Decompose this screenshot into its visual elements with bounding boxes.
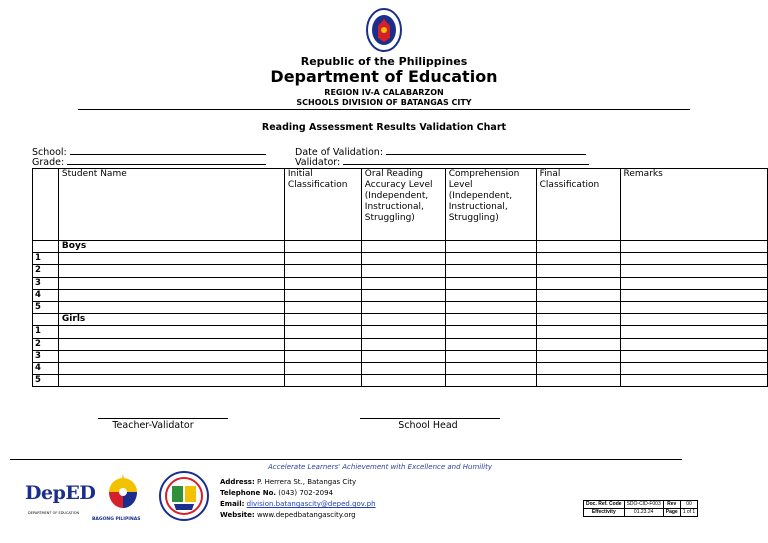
row-number: 4: [33, 289, 59, 301]
row-number: 3: [33, 350, 59, 362]
website-value[interactable]: www.depedbatangascity.org: [256, 511, 356, 519]
row-number: 1: [33, 253, 59, 265]
col-number-header: [33, 169, 59, 241]
row-number: 5: [33, 301, 59, 313]
col-initial-classification-header: Initial Classification: [284, 169, 361, 241]
table-row: [33, 277, 768, 289]
email-line: [220, 499, 376, 510]
effectivity-label: Effectivity: [584, 509, 625, 517]
table-row: [33, 338, 768, 350]
address-line: [220, 477, 376, 488]
row-number: 2: [33, 265, 59, 277]
motto-text: Accelerate Learners' Achievement with Excellence and Humility: [267, 463, 493, 471]
col-student-name-header: Student Name: [58, 169, 284, 241]
school-label: School:: [32, 147, 67, 158]
bagong-pilipinas-logo-icon: [98, 470, 148, 516]
rev-label: Rev: [663, 501, 680, 509]
email-link[interactable]: division.batangascity@deped.gov.ph: [246, 500, 376, 508]
effectivity-value: 01.23.24: [624, 509, 663, 517]
col-comprehension-header: Comprehension Level (Independent, Instructional, Struggling): [445, 169, 536, 241]
group-row-boys: [33, 241, 768, 253]
table-header-row: [33, 169, 768, 241]
page-label: Page: [663, 509, 680, 517]
row-number: 3: [33, 277, 59, 289]
table-row: [33, 326, 768, 338]
row-number: 4: [33, 362, 59, 374]
telephone-label: Telephone No.: [220, 489, 277, 497]
row-number: 1: [33, 326, 59, 338]
contact-block: [220, 477, 376, 521]
school-head-label: School Head: [398, 420, 458, 431]
telephone-value: (043) 702-2094: [278, 489, 334, 497]
col-oral-reading-header: Oral Reading Accuracy Level (Independent, Instructional, Struggling): [361, 169, 445, 241]
table-row: [33, 301, 768, 313]
group-row-girls: [33, 314, 768, 326]
division-heading: SCHOOLS DIVISION OF BATANGAS CITY: [296, 98, 472, 107]
row-number: 5: [33, 375, 59, 387]
group-label-boys: Boys: [58, 241, 284, 253]
rev-value: 00: [680, 501, 698, 509]
bagong-pilipinas-label: BAGONG PILIPINAS: [92, 517, 141, 522]
doc-ref-table: [583, 500, 698, 517]
deped-seal-icon: [366, 8, 402, 54]
col-final-classification-header: Final Classification: [536, 169, 620, 241]
region-heading: REGION IV-A CALABARZON: [324, 88, 444, 97]
page-value: 1 of 1: [680, 509, 698, 517]
table-row: [33, 350, 768, 362]
school-head-signature-line[interactable]: [360, 418, 500, 419]
table-row: [33, 362, 768, 374]
validator-field[interactable]: [295, 155, 589, 168]
table-row: [33, 265, 768, 277]
address-label: Address:: [220, 478, 255, 486]
address-value: P. Herrera St., Batangas City: [257, 478, 357, 486]
republic-heading: Republic of the Philippines: [300, 55, 468, 68]
row-number: 2: [33, 338, 59, 350]
ref-code-label: Doc. Ref. Code: [584, 501, 625, 509]
teacher-signature-line[interactable]: [98, 418, 228, 419]
deped-logo-text: DepED: [25, 482, 96, 504]
website-line: [220, 510, 376, 521]
table-row: [33, 289, 768, 301]
sdo-batangas-seal-icon: [158, 470, 210, 522]
table-row: [33, 375, 768, 387]
table-row: [33, 253, 768, 265]
teacher-validator-label: Teacher-Validator: [112, 420, 194, 431]
date-of-validation-label: Date of Validation:: [295, 147, 384, 158]
email-label: Email:: [220, 500, 245, 508]
grade-input-line[interactable]: [67, 155, 266, 165]
school-input-line[interactable]: [70, 145, 266, 155]
deped-subtitle: DEPARTMENT OF EDUCATION: [28, 511, 80, 515]
department-heading: Department of Education: [270, 67, 498, 86]
grade-field[interactable]: [32, 155, 266, 168]
header-divider: [78, 109, 690, 110]
group-label-girls: Girls: [58, 314, 284, 326]
footer-divider: [10, 459, 682, 460]
telephone-line: [220, 488, 376, 499]
date-input-line[interactable]: [386, 145, 586, 155]
validator-label: Validator:: [295, 157, 341, 168]
deped-logo: [25, 482, 95, 504]
validator-input-line[interactable]: [343, 155, 589, 165]
document-title: Reading Assessment Results Validation Chart: [261, 122, 507, 133]
ref-code-value: SDO-CID-F003: [624, 501, 663, 509]
validation-table: [32, 168, 768, 387]
website-label: Website:: [220, 511, 255, 519]
col-remarks-header: Remarks: [620, 169, 767, 241]
grade-label: Grade:: [32, 157, 65, 168]
